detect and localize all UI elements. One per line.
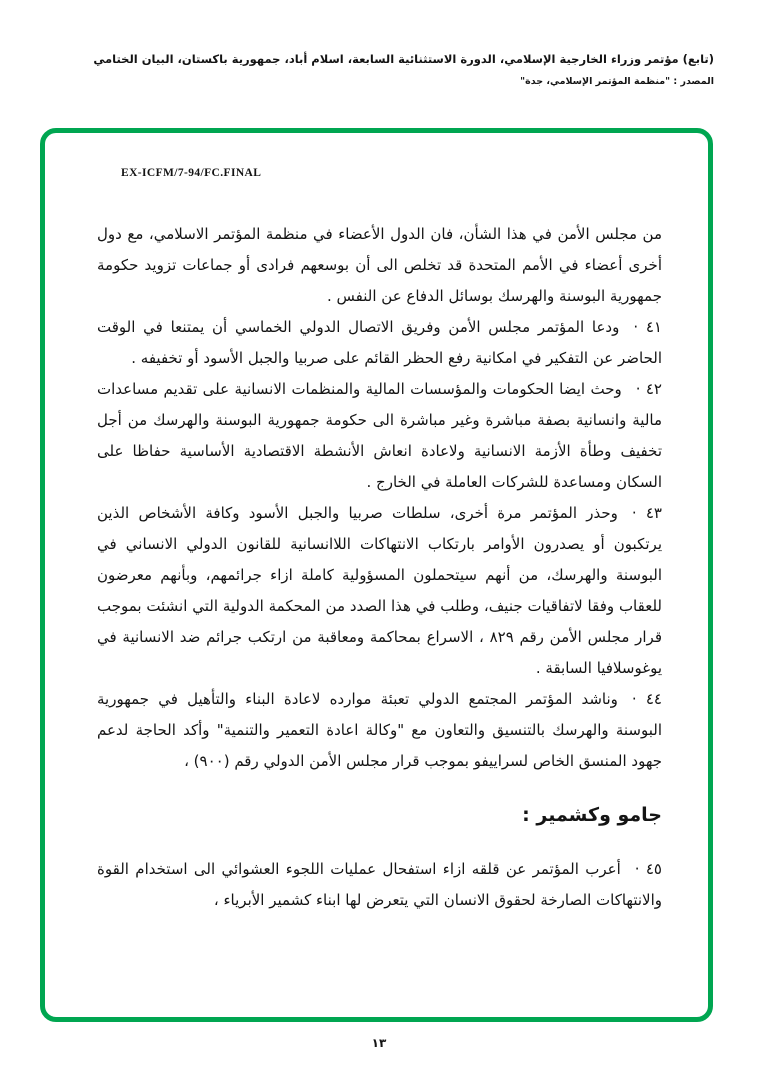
paragraph-number: ٤١ ·	[633, 318, 662, 336]
paragraph	[97, 854, 662, 916]
paragraph	[97, 219, 662, 312]
paragraphs-kashmir-section	[97, 854, 662, 916]
paragraph-number: ٤٣ ·	[631, 504, 662, 522]
document-reference: EX-ICFM/7-94/FC.FINAL	[121, 167, 262, 179]
paragraph-number: ٤٢ ·	[635, 380, 662, 398]
paragraphs-bosnia-section	[97, 219, 662, 777]
paragraph-text: وناشد المؤتمر المجتمع الدولي تعبئة موارده لاعادة البناء والتأهيل في جمهورية البوسنة والهرسك بالتنسيق والتعاون مع "وكالة اعادة التعمير والتنمية" وأكد الحاجة لدعم جهود المنسق الخاص لسراييفو بموجب قرار مجلس الأمن الدولي رقم (٩٠٠) ،	[97, 690, 662, 770]
header-source: المصدر : "منظمة المؤتمر الإسلامي، جدة"	[520, 75, 714, 87]
paragraph-text: وحذر المؤتمر مرة أخرى، سلطات صربيا والجبل الأسود وكافة الأشخاص الذين يرتكبون أو يصدرون الأوامر بارتكاب الانتهاكات اللاانسانية للقانون الدولي الانساني في البوسنة والهرسك، من أنهم سيتحملون المسؤولية كاملة ازاء جرائمهم، وبأنهم معرضون للعقاب وفقا لاتفاقيات جنيف، وطلب في هذا الصدد من المحكمة الدولية التي انشئت بموجب قرار مجلس الأمن رقم ٨٢٩ ، الاسراع بمحاكمة ومعاقبة من ارتكب جرائم ضد الانسانية في يوغوسلافيا السابقة .	[97, 504, 662, 677]
page-header	[44, 52, 714, 87]
paragraph-number: ٤٤ ·	[631, 690, 662, 708]
paragraph	[97, 498, 662, 684]
paragraph-text: ودعا المؤتمر مجلس الأمن وفريق الاتصال الدولي الخماسي أن يمتنعا في الوقت الحاضر عن التفكير في امكانية رفع الحظر القائم على صربيا والجبل الأسود أو تخفيفه .	[97, 318, 662, 367]
paragraph	[97, 374, 662, 498]
page-number: ١٣	[371, 1036, 387, 1050]
green-annotation-frame	[40, 128, 713, 1022]
paragraph	[97, 312, 662, 374]
paragraph-text: أعرب المؤتمر عن قلقه ازاء استفحال عمليات اللجوء العشوائي الى استخدام القوة والانتهاكات الصارخة لحقوق الانسان التي يتعرض لها ابناء كشمير الأبرياء ،	[97, 859, 662, 909]
section-heading-jammu-kashmir: جامو وكشمير :	[522, 804, 662, 826]
paragraph-text: وحث ايضا الحكومات والمؤسسات المالية والمنظمات الانسانية على تقديم مساعدات مالية وانسانية بصفة مباشرة وغير مباشرة الى حكومة جمهورية البوسنة والهرسك من أجل تخفيف وطأة الأزمة الانسانية ولاعادة انعاش الأنشطة الاقتصادية الأساسية حفاظا على السكان ومساعدة للشركات العاملة في الخارج .	[97, 380, 662, 491]
header-title: (تابع) مؤتمر وزراء الخارجية الإسلامي، الدورة الاستثنائية السابعة، اسلام أباد، جمهورية باكستان، البيان الختامي	[93, 52, 714, 66]
paragraph-text: من مجلس الأمن في هذا الشأن، فان الدول الأعضاء في منظمة المؤتمر الاسلامي، مع دول أخرى أعضاء في الأمم المتحدة قد تخلص الى أن بوسعهم فرادى أو جماعات تزويد حكومة جمهورية البوسنة والهرسك بوسائل الدفاع عن النفس .	[97, 225, 662, 305]
paragraph	[97, 684, 662, 777]
paragraph-number: ٤٥ ·	[634, 859, 662, 878]
document-body	[97, 219, 662, 916]
